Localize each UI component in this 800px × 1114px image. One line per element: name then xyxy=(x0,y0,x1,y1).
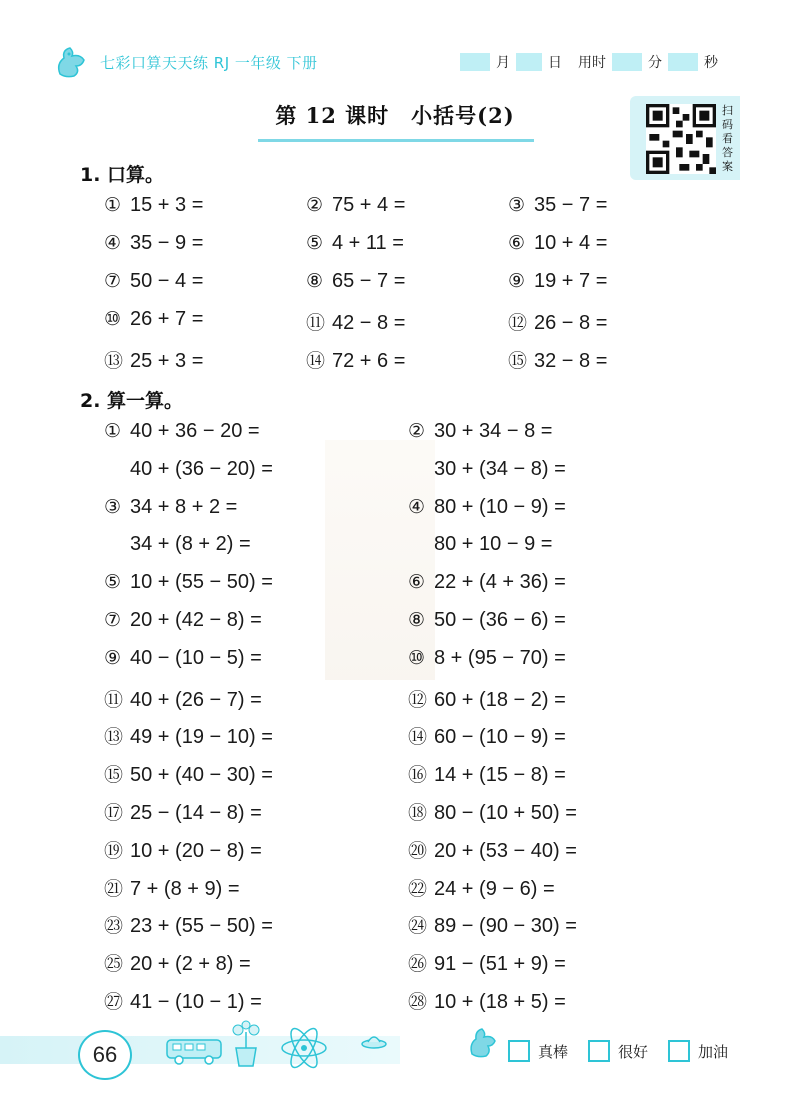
ufo-icon xyxy=(360,1032,388,1052)
calc-problem xyxy=(104,949,251,976)
problem-expression: 60 + (18 − 2) = xyxy=(434,688,566,711)
problem-number: ㉒ xyxy=(408,877,428,900)
problem-number: ② xyxy=(306,194,324,216)
bus-icon xyxy=(165,1036,225,1066)
minute-label: 分 xyxy=(648,55,662,71)
problem-number: ㉗ xyxy=(104,991,124,1013)
oral-problem xyxy=(104,346,203,373)
oral-problem xyxy=(104,194,203,217)
calc-problem xyxy=(408,458,566,481)
rating-keep-trying-checkbox[interactable] xyxy=(668,1040,690,1062)
answer-qr-panel[interactable] xyxy=(630,96,740,180)
problem-expression: 14 + (15 − 8) = xyxy=(434,764,566,787)
second-label: 秒 xyxy=(704,55,718,71)
calc-problem xyxy=(104,647,262,670)
oral-problem xyxy=(104,308,203,331)
problem-expression: 25 − (14 − 8) = xyxy=(130,802,262,824)
brand-title: 七彩口算天天练 RJ 一年级 下册 xyxy=(100,53,318,72)
problem-number: ⑬ xyxy=(104,726,124,749)
problem-expression: 35 − 7 = xyxy=(534,194,608,216)
rating-keep-trying[interactable] xyxy=(668,1040,728,1062)
problem-number: ③ xyxy=(508,194,526,216)
problem-expression: 75 + 4 = xyxy=(332,194,406,216)
problem-expression: 72 + 6 = xyxy=(332,350,406,372)
problem-number: ⑫ xyxy=(508,312,528,334)
problem-expression: 30 + (34 − 8) = xyxy=(434,457,566,480)
calc-problem xyxy=(408,533,552,556)
problem-number: ⑳ xyxy=(408,839,428,862)
problem-expression: 50 + (40 − 30) = xyxy=(130,764,273,787)
page-number: 66 xyxy=(78,1030,132,1080)
problem-number: ⑮ xyxy=(508,350,528,372)
problem-number: ⑦ xyxy=(104,609,122,631)
calc-problem xyxy=(104,722,273,749)
calc-problem xyxy=(104,533,251,556)
calc-problem xyxy=(104,987,262,1014)
problem-number: ⑧ xyxy=(306,270,324,292)
calc-problem xyxy=(408,987,566,1014)
problem-expression: 10 + (18 + 5) = xyxy=(434,991,566,1013)
section-2-title: 2. 算一算。 xyxy=(80,390,184,412)
section-1-title: 1. 口算。 xyxy=(80,164,165,186)
problem-number: ⑭ xyxy=(306,350,326,372)
problem-number: ⑲ xyxy=(104,839,124,862)
problem-expression: 80 + (10 − 9) = xyxy=(434,495,566,518)
problem-expression: 20 + (42 − 8) = xyxy=(130,609,262,631)
atom-icon xyxy=(278,1026,334,1070)
problem-expression: 60 − (10 − 9) = xyxy=(434,726,566,749)
problem-expression: 19 + 7 = xyxy=(534,270,608,292)
problem-number: ㉘ xyxy=(408,991,428,1013)
oral-problem xyxy=(306,270,405,293)
calc-problem xyxy=(408,496,566,519)
problem-expression: 32 − 8 = xyxy=(534,350,608,372)
rating-great-checkbox[interactable] xyxy=(508,1040,530,1062)
problem-number: ⑬ xyxy=(104,350,124,372)
oral-problem xyxy=(104,232,203,255)
time-used-label: 用时 xyxy=(578,55,606,71)
calc-problem xyxy=(104,798,262,825)
calc-problem xyxy=(408,874,555,901)
problem-expression: 10 + (55 − 50) = xyxy=(130,571,273,594)
problem-expression: 42 − 8 = xyxy=(332,312,406,334)
calc-problem xyxy=(408,949,566,976)
problem-number: ① xyxy=(104,194,122,216)
problem-number: ⑤ xyxy=(306,232,324,254)
problem-expression: 20 + (53 − 40) = xyxy=(434,839,577,862)
problem-number: ⑪ xyxy=(104,688,124,711)
calc-problem xyxy=(408,760,566,787)
problem-number: ⑤ xyxy=(104,571,122,594)
calc-problem xyxy=(104,836,262,863)
oral-problem xyxy=(508,270,607,293)
rating-great[interactable] xyxy=(508,1040,568,1062)
problem-expression: 40 + 36 − 20 = xyxy=(130,420,260,442)
problem-number: ③ xyxy=(104,495,122,518)
problem-expression: 22 + (4 + 36) = xyxy=(434,571,566,594)
problem-expression: 89 − (90 − 30) = xyxy=(434,915,577,938)
month-label: 月 xyxy=(496,55,510,71)
problem-expression: 24 + (9 − 6) = xyxy=(434,877,555,900)
problem-expression: 30 + 34 − 8 = xyxy=(434,420,553,442)
problem-expression: 15 + 3 = xyxy=(130,194,204,216)
calc-problem xyxy=(408,685,566,712)
problem-number: ⑨ xyxy=(508,270,526,292)
lesson-title: 第 12 课时 小括号(2) xyxy=(275,103,515,128)
calc-problem xyxy=(408,609,566,632)
oral-problem xyxy=(306,232,404,255)
rating-keep-trying-label: 加油 xyxy=(698,1042,729,1061)
calc-problem xyxy=(104,874,240,901)
problem-expression: 10 + (20 − 8) = xyxy=(130,839,262,862)
day-label: 日 xyxy=(548,55,562,71)
calc-problem xyxy=(408,420,552,443)
problem-number: ⑯ xyxy=(408,764,428,787)
problem-expression: 25 + 3 = xyxy=(130,350,204,372)
calc-problem xyxy=(104,609,262,632)
header-brand xyxy=(52,44,318,80)
oral-problem xyxy=(508,308,607,335)
oral-problem xyxy=(508,346,607,373)
problem-number: ⑫ xyxy=(408,688,428,711)
problem-expression: 49 + (19 − 10) = xyxy=(130,726,273,749)
problem-number: ② xyxy=(408,420,426,442)
problem-expression: 8 + (95 − 70) = xyxy=(434,646,566,669)
calc-problem xyxy=(104,571,273,594)
problem-expression: 35 − 9 = xyxy=(130,232,204,254)
calc-problem xyxy=(408,911,577,938)
calc-problem xyxy=(104,760,273,787)
rating-good-checkbox[interactable] xyxy=(588,1040,610,1062)
potted-plant-icon xyxy=(224,1020,268,1068)
calc-problem xyxy=(408,836,577,863)
problem-expression: 20 + (2 + 8) = xyxy=(130,953,251,976)
problem-number: ⑰ xyxy=(104,802,124,824)
problem-expression: 7 + (8 + 9) = xyxy=(130,877,240,900)
time-record xyxy=(460,52,724,72)
problem-number: ㉖ xyxy=(408,953,428,976)
problem-number: ⑥ xyxy=(508,232,526,254)
qr-code-icon[interactable] xyxy=(646,104,716,174)
calc-problem xyxy=(408,798,577,825)
qr-caption: 扫码看答案 xyxy=(722,104,733,173)
rating-good-label: 很好 xyxy=(618,1042,649,1061)
title-underline xyxy=(258,139,534,142)
problem-number: ㉑ xyxy=(104,877,124,900)
problem-expression: 40 − (10 − 5) = xyxy=(130,646,262,669)
problem-expression: 40 + (26 − 7) = xyxy=(130,688,262,711)
oral-problem xyxy=(306,308,405,335)
problem-number: ⑭ xyxy=(408,726,428,749)
problem-number: ⑪ xyxy=(306,312,326,334)
calc-problem xyxy=(408,571,566,594)
problem-number: ⑧ xyxy=(408,609,426,631)
problem-number: ① xyxy=(104,420,122,442)
rating-great-label: 真棒 xyxy=(538,1042,569,1061)
problem-expression: 65 − 7 = xyxy=(332,270,406,292)
problem-expression: 50 − 4 = xyxy=(130,270,204,292)
oral-problem xyxy=(306,194,405,217)
calc-problem xyxy=(104,911,273,938)
problem-expression: 4 + 11 = xyxy=(332,232,404,254)
problem-expression: 80 + 10 − 9 = xyxy=(434,533,553,556)
problem-expression: 40 + (36 − 20) = xyxy=(130,457,273,480)
problem-expression: 10 + 4 = xyxy=(534,232,608,254)
problem-number: ⑦ xyxy=(104,270,122,292)
problem-number: ⑩ xyxy=(408,646,426,669)
problem-number: ㉕ xyxy=(104,953,124,976)
problem-number: ④ xyxy=(104,232,122,254)
problem-expression: 23 + (55 − 50) = xyxy=(130,915,273,938)
dragon-mascot-icon xyxy=(52,44,92,80)
problem-expression: 41 − (10 − 1) = xyxy=(130,991,262,1013)
calc-problem xyxy=(104,458,273,481)
problem-number: ⑥ xyxy=(408,571,426,594)
calc-problem xyxy=(104,496,237,519)
problem-expression: 80 − (10 + 50) = xyxy=(434,802,577,824)
oral-problem xyxy=(508,232,607,255)
problem-expression: 26 − 8 = xyxy=(534,312,608,334)
problem-expression: 50 − (36 − 6) = xyxy=(434,609,566,631)
problem-number: ④ xyxy=(408,495,426,518)
oral-problem xyxy=(104,270,203,293)
calc-problem xyxy=(408,722,566,749)
calc-problem xyxy=(408,647,566,670)
oral-problem xyxy=(306,346,405,373)
problem-number: ⑱ xyxy=(408,802,428,824)
dragon-mascot-icon xyxy=(466,1026,502,1060)
oral-problem xyxy=(508,194,607,217)
rating-good[interactable] xyxy=(588,1040,648,1062)
problem-number: ⑮ xyxy=(104,764,124,787)
problem-expression: 26 + 7 = xyxy=(130,308,204,330)
problem-number: ⑩ xyxy=(104,308,122,330)
calc-problem xyxy=(104,420,260,443)
calc-problem xyxy=(104,685,262,712)
problem-number: ㉓ xyxy=(104,915,124,938)
problem-expression: 34 + 8 + 2 = xyxy=(130,495,238,518)
problem-expression: 91 − (51 + 9) = xyxy=(434,953,566,976)
problem-expression: 34 + (8 + 2) = xyxy=(130,533,251,556)
problem-number: ㉔ xyxy=(408,915,428,938)
problem-number: ⑨ xyxy=(104,646,122,669)
